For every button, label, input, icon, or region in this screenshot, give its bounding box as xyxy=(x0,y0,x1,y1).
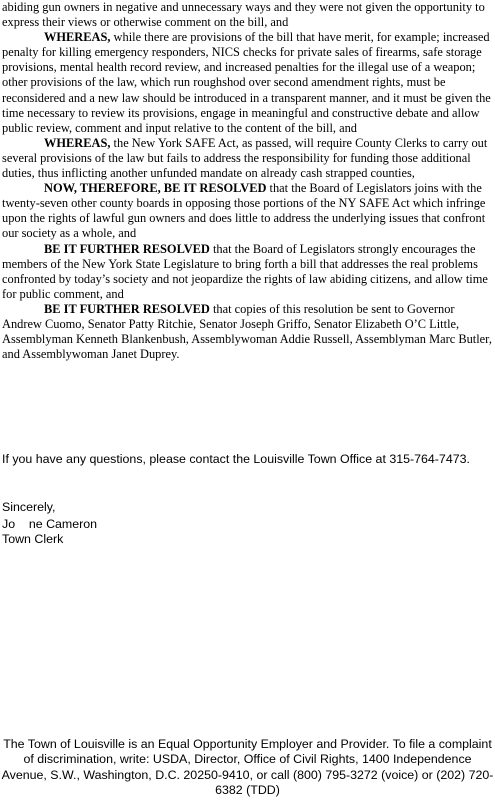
opening-paragraph xyxy=(2,0,492,30)
resolved-paragraph-3 xyxy=(2,302,492,362)
whereas-paragraph-2 xyxy=(2,136,492,181)
resolved-label: NOW, THEREFORE, BE IT RESOLVED xyxy=(44,181,267,196)
resolved-text: that copies of this resolution be sent to Governor Andrew Cuomo, Senator Patty Ritchie, Senator Joseph Griffo, Senator Elizabeth O’C Little, Assemblyman Kenneth Blankenbush, Assemblywoman Addie Russell, Assemblyman Marc Butler, and Assemblywoman Janet Duprey. xyxy=(2,301,492,362)
resolution-body xyxy=(2,0,492,362)
resolved-label: BE IT FURTHER RESOLVED xyxy=(44,301,210,316)
equal-opportunity-notice: The Town of Louisville is an Equal Opportunity Employer and Provider. To file a complaint of discrimination, write: USDA, Director, Office of Civil Rights, 1400 Independence Avenue, S.W., Washington, D.C. 20250-9410, or call (800) 795-3272 (voice) or (202) 720-6382 (TDD) xyxy=(1,737,494,798)
resolved-paragraph-1 xyxy=(2,181,492,241)
whereas-label: WHEREAS, xyxy=(44,30,111,45)
whereas-paragraph-1 xyxy=(2,30,492,136)
whereas-text: while there are provisions of the bill that have merit, for example; increased penalty for killing emergency responders, NICS checks for private sales of firearms, safe storage provisions, mental health record review, and increased penalties for the illegal use of a weapon; other provisions of the law, which run roughshod over second amendment rights, must be reconsidered and a new law should be introduced in a transparent manner, and it must be given the time necessary to review its provisions, engage in meaningful and constructive debate and allow public review, comment and input relative to the content of the bill, and xyxy=(2,30,491,135)
resolved-text: that the Board of Legislators strongly encourages the members of the New York State Legislature to bring forth a bill that addresses the real problems confronted by today’s society and not jeopardize the rights of law abiding citizens, and allow time for public comment, and xyxy=(2,241,488,301)
signature-block xyxy=(2,517,492,548)
resolved-text: that the Board of Legislators joins with the twenty-seven other county boards in opposing those portions of the NY SAFE Act which infringe upon the rights of lawful gun owners and does little to address the underlying issues that confront our society as a whole, and xyxy=(2,181,486,241)
opening-text: abiding gun owners in negative and unnecessary ways and they were not given the opportunity to express their views or otherwise comment on the bill, and xyxy=(2,0,485,30)
whereas-text: the New York SAFE Act, as passed, will require County Clerks to carry out several provisions of the law but fails to address the responsibility for funding those additional duties, thus inflicting another unfunded mandate on already cash strapped counties, xyxy=(2,135,488,181)
closing-salutation: Sincerely, xyxy=(2,500,56,514)
whereas-label: WHEREAS, xyxy=(44,135,111,150)
signer-name: Jo ne Cameron xyxy=(2,517,98,531)
resolved-paragraph-2 xyxy=(2,242,492,302)
contact-line: If you have any questions, please contact the Louisville Town Office at 315-764-7473. xyxy=(2,452,470,466)
signer-title: Town Clerk xyxy=(2,532,64,547)
resolved-label: BE IT FURTHER RESOLVED xyxy=(44,241,210,256)
